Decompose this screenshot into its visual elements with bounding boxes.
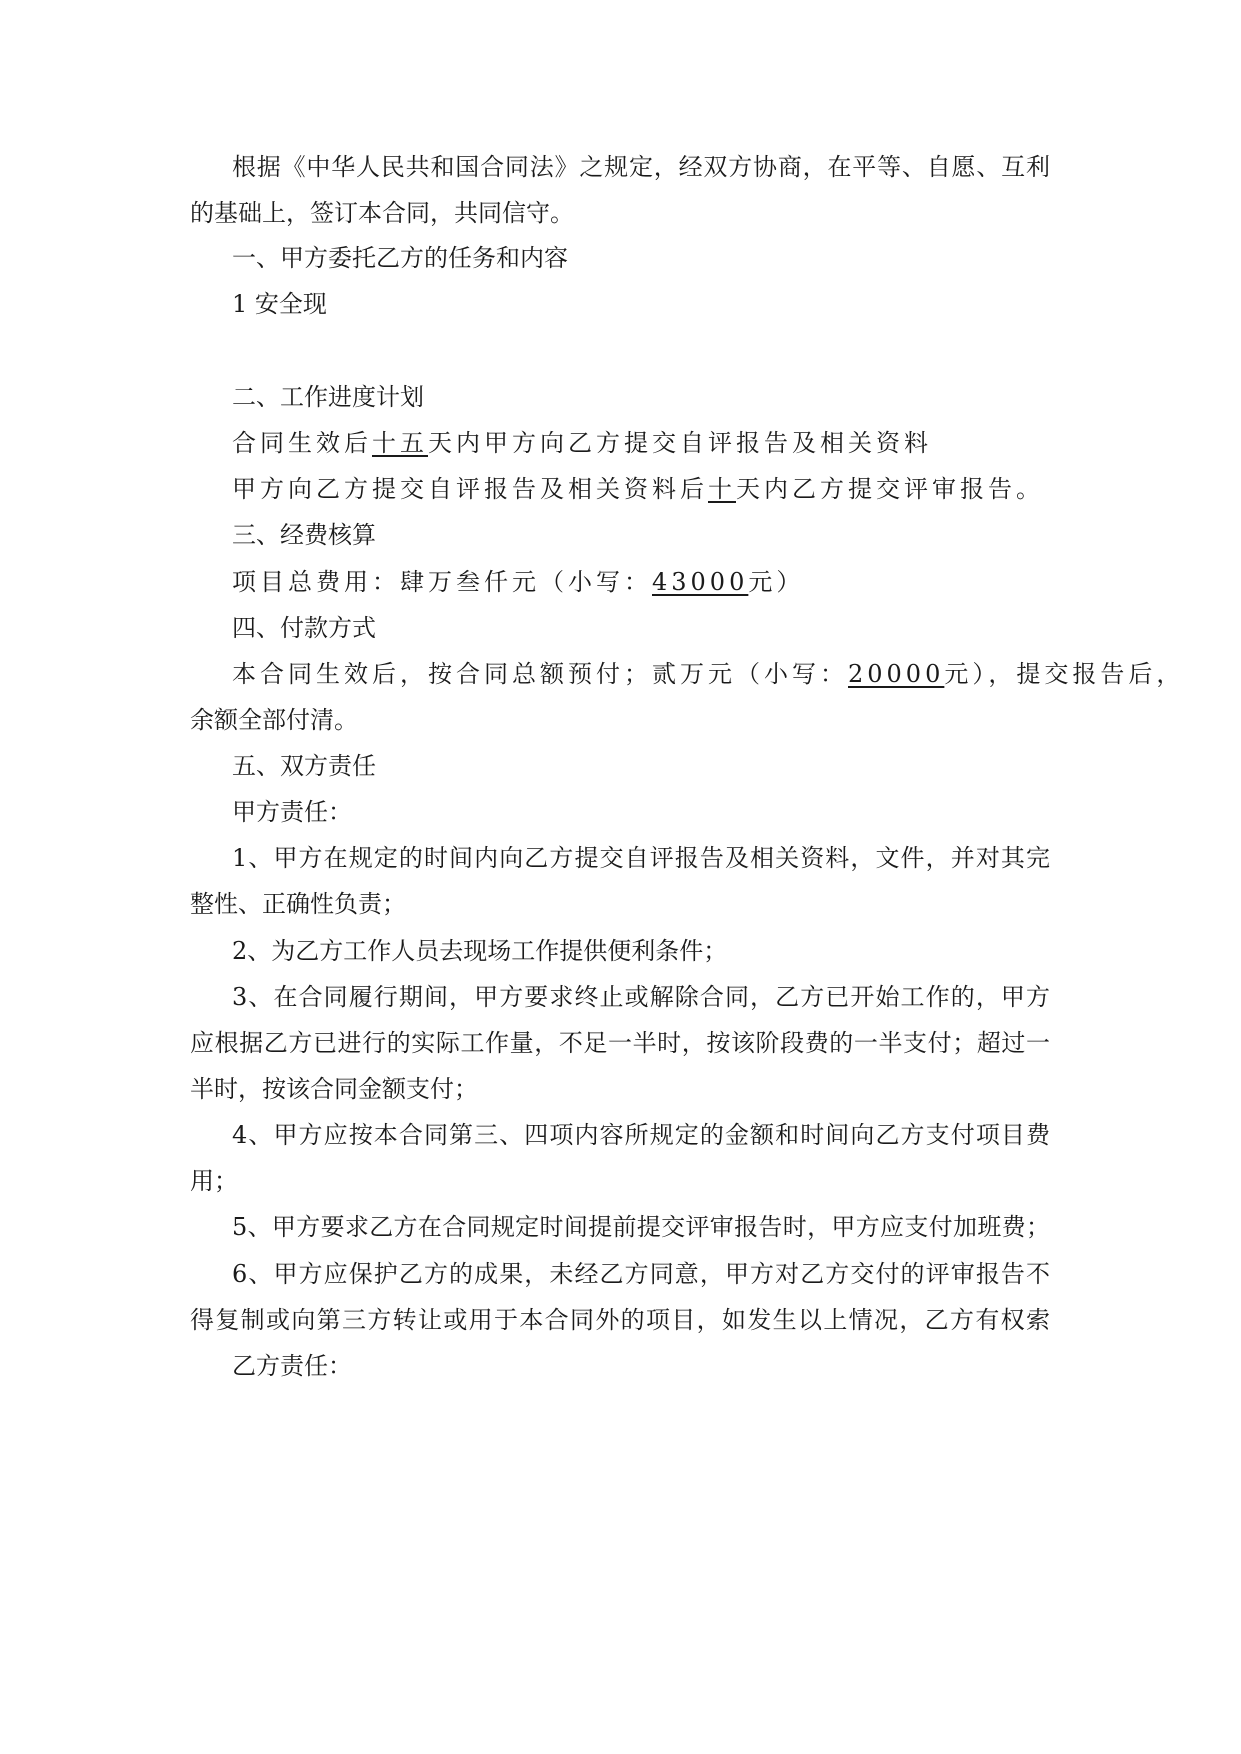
payment-post: 元），提交报告后， (944, 660, 1185, 688)
schedule-line-1-pre: 合同生效后 (232, 429, 372, 457)
schedule-line-2 (190, 474, 1044, 504)
party-a-item-6-line-2: 得复制或向第三方转让或用于本合同外的项目，如发生以上情况，乙方有权索 (190, 1306, 1050, 1334)
contract-page (190, 0, 1185, 1754)
schedule-days-1: 十五 (372, 429, 428, 457)
fee-pre: 项目总费用：肆万叁仟元（小写： (232, 568, 652, 596)
party-a-item-2: 2、为乙方工作人员去现场工作提供便利条件； (232, 937, 728, 965)
party-a-item-4-line-1: 4、甲方应按本合同第三、四项内容所规定的金额和时间向乙方支付项目费 (232, 1121, 1050, 1149)
preamble-line-1: 根据《中华人民共和国合同法》之规定，经双方协商，在平等、自愿、互利 (232, 153, 1050, 181)
party-a-item-3-line-3: 半时，按该合同金额支付； (190, 1075, 478, 1103)
section-4-heading: 四、付款方式 (232, 614, 376, 642)
preamble-line-2: 的基础上，签订本合同，共同信守。 (190, 199, 574, 227)
party-a-item-1-line-2: 整性、正确性负责； (190, 890, 406, 918)
section-2-heading: 二、工作进度计划 (232, 383, 424, 411)
fee-amount: 43000 (652, 568, 749, 596)
party-a-item-1-line-1: 1、甲方在规定的时间内向乙方提交自评报告及相关资料，文件，并对其完 (232, 844, 1050, 872)
section-1-heading: 一、甲方委托乙方的任务和内容 (232, 244, 568, 272)
payment-amount: 20000 (848, 660, 945, 688)
section-3-heading: 三、经费核算 (232, 521, 376, 549)
party-a-item-4-line-2: 用； (190, 1167, 238, 1195)
party-a-item-5: 5、甲方要求乙方在合同规定时间提前提交评审报告时，甲方应支付加班费； (232, 1213, 1050, 1241)
schedule-line-2-post: 天内乙方提交评审报告。 (736, 475, 1044, 503)
payment-line-2: 余额全部付清。 (190, 706, 358, 734)
schedule-line-2-pre: 甲方向乙方提交自评报告及相关资料后 (232, 475, 708, 503)
section-1-item-1: 1 安全现 (232, 290, 327, 318)
party-a-item-3-line-1: 3、在合同履行期间，甲方要求终止或解除合同，乙方已开始工作的，甲方 (232, 983, 1050, 1011)
fee-post: 元） (748, 568, 805, 596)
schedule-line-1 (190, 428, 932, 458)
party-a-item-6-line-1: 6、甲方应保护乙方的成果，未经乙方同意，甲方对乙方交付的评审报告不 (232, 1260, 1050, 1288)
payment-line-1 (190, 659, 1184, 689)
schedule-line-1-post: 天内甲方向乙方提交自评报告及相关资料 (428, 429, 932, 457)
section-5-heading: 五、双方责任 (232, 752, 376, 780)
party-a-heading: 甲方责任： (232, 798, 352, 826)
party-b-heading: 乙方责任： (232, 1352, 352, 1380)
schedule-days-2: 十 (708, 475, 736, 503)
payment-pre: 本合同生效后，按合同总额预付；贰万元（小写： (232, 660, 848, 688)
party-a-item-3-line-2: 应根据乙方已进行的实际工作量，不足一半时，按该阶段费的一半支付；超过一 (190, 1029, 1050, 1057)
fee-line (190, 567, 804, 597)
